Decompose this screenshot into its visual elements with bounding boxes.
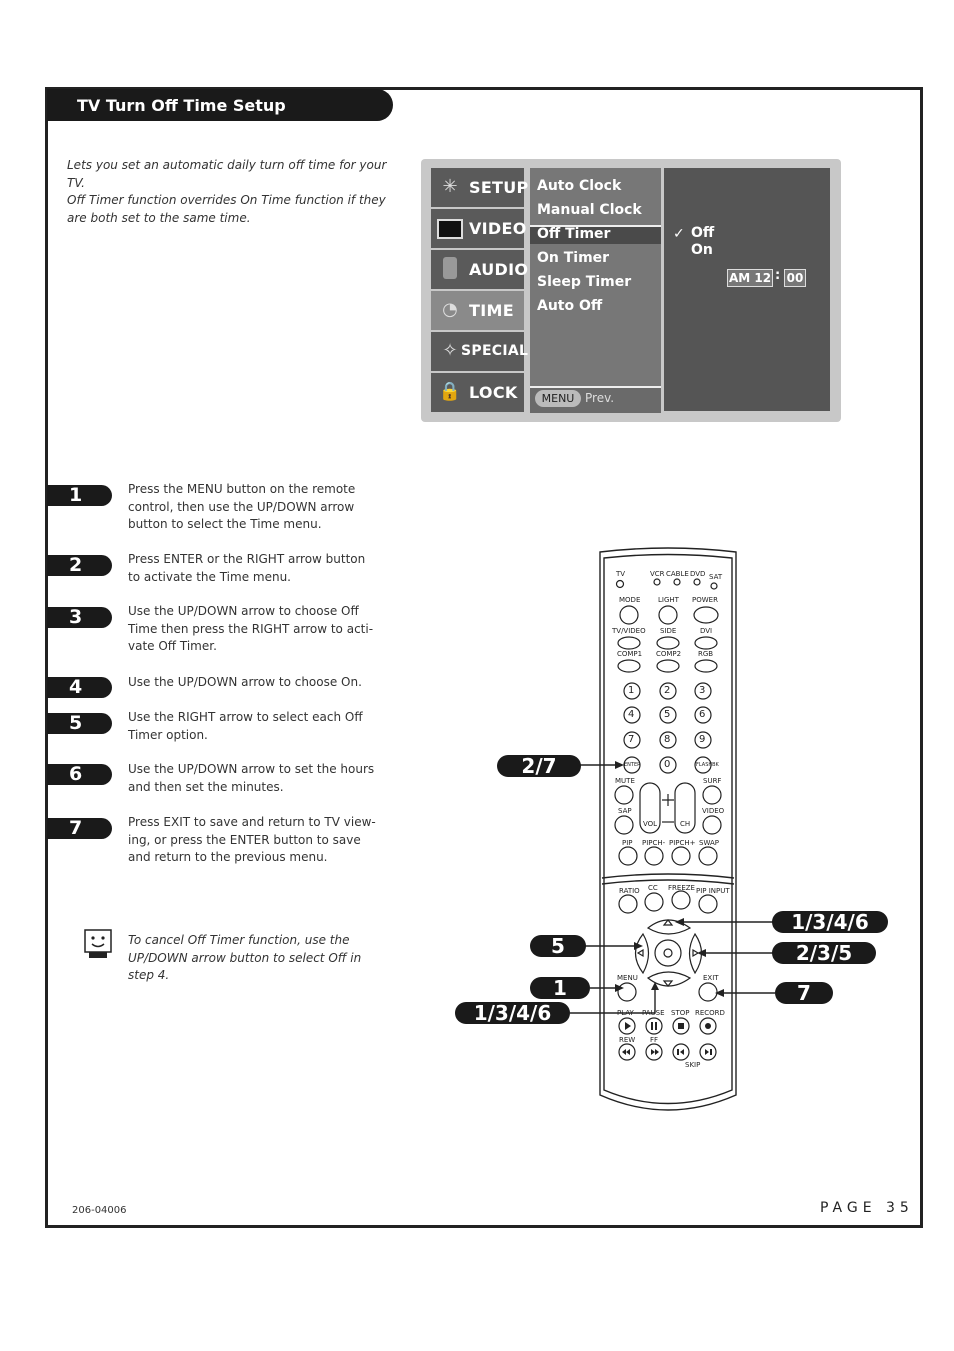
time-separator: : [775, 268, 781, 283]
remote-label: COMP2 [656, 650, 682, 658]
step-number-3: 3 [47, 607, 112, 628]
submenu-item-manual-clock: Manual Clock [537, 202, 642, 218]
step-text-6: Use the UP/DOWN arrow to set the hours and then set the minutes. [128, 762, 375, 794]
intro-paragraph-2: Off Timer function overrides On Time function if they are both set to the same time. [67, 193, 386, 225]
remote-label: REW [619, 1036, 636, 1044]
digit-0: 0 [664, 759, 671, 770]
callout-right: 2/3/5 [772, 942, 876, 964]
remote-label: EXIT [703, 974, 719, 982]
submenu-item-off-timer: Off Timer [537, 226, 611, 242]
digit-1: 1 [628, 685, 635, 696]
callout-left: 5 [530, 935, 586, 957]
submenu-item-auto-off: Auto Off [537, 298, 603, 314]
submenu-item-sleep-timer: Sleep Timer [537, 274, 632, 290]
digit-9: 9 [699, 734, 706, 745]
remote-label: SIDE [660, 627, 677, 635]
digit-6: 6 [699, 709, 706, 720]
category-label: LOCK [469, 383, 518, 402]
step-text-5: Use the RIGHT arrow to select each Off Timer option. [128, 710, 363, 742]
remote-label: FF [650, 1036, 659, 1044]
step-text-1: Press the MENU button on the remote control, then use the UP/DOWN arrow button to select the Time menu. [128, 482, 356, 531]
remote-label: PAUSE [642, 1009, 665, 1017]
option-off: Off [691, 225, 715, 241]
intro-paragraph-1: Lets you set an automatic daily turn off time for your TV. [67, 158, 387, 190]
callout-up: 1/3/4/6 [772, 911, 888, 933]
remote-label: VCR [650, 570, 665, 578]
digit-3: 3 [699, 685, 706, 696]
remote-label: DVD [690, 570, 706, 578]
option-on: On [691, 242, 713, 258]
remote-label: LIGHT [658, 596, 679, 604]
remote-label: STOP [671, 1009, 690, 1017]
step-text-4: Use the UP/DOWN arrow to choose On. [128, 675, 362, 689]
clock-icon: ◔ [442, 299, 458, 320]
submenu-item-on-timer: On Timer [537, 250, 610, 266]
callout-enter: 2/7 [497, 755, 581, 777]
remote-label: MUTE [615, 777, 635, 785]
step-number-7: 7 [47, 818, 112, 839]
remote-label-flashbk: FLASHBK [696, 762, 719, 768]
page-number: PAGE 35 [820, 1200, 914, 1216]
remote-label: CH [680, 820, 691, 828]
remote-label: PIPCH+ [669, 839, 696, 847]
remote-label: MODE [619, 596, 641, 604]
submenu-item-auto-clock: Auto Clock [537, 178, 622, 194]
remote-label: COMP1 [617, 650, 643, 658]
step-text-3: Use the UP/DOWN arrow to choose Off Time then press the RIGHT arrow to acti-vate Off Timer. [128, 604, 374, 653]
remote-label: SURF [703, 777, 722, 785]
digit-8: 8 [664, 734, 671, 745]
padlock-icon: 🔒 [438, 381, 462, 402]
category-label: TIME [469, 301, 514, 320]
remote-label: VOL [643, 820, 658, 828]
remote-label: SWAP [699, 839, 719, 847]
digit-2: 2 [664, 685, 671, 696]
remote-label: SAT [709, 573, 723, 581]
remote-label: TV/VIDEO [612, 627, 646, 635]
remote-label: SKIP [685, 1061, 701, 1069]
remote-label: VIDEO [702, 807, 725, 815]
step-text-7: Press EXIT to save and return to TV view-ing, or press the ENTER button to save and return to the previous menu. [128, 815, 376, 864]
step-number-6: 6 [47, 764, 112, 785]
remote-label: SAP [618, 807, 632, 815]
step-number-5: 5 [47, 713, 112, 734]
category-label: AUDIO [469, 260, 529, 279]
hour-field: AM 12 [728, 271, 772, 285]
remote-label-enter: ENTER [624, 762, 641, 768]
minute-field: 00 [784, 269, 806, 287]
callout-menu: 1 [530, 977, 590, 999]
callout-down: 1/3/4/6 [455, 1002, 570, 1024]
remote-label: PIP [622, 839, 633, 847]
remote-label: RECORD [695, 1009, 725, 1017]
menu-key-badge: MENU [535, 390, 581, 407]
remote-label: POWER [692, 596, 718, 604]
remote-label: PIPCH- [642, 839, 666, 847]
remote-label: FREEZE [668, 884, 695, 892]
step-text-2: Press ENTER or the RIGHT arrow button to activate the Time menu. [128, 552, 366, 584]
special-icon: ✧ [442, 340, 458, 361]
remote-label: CABLE [666, 570, 689, 578]
callout-exit: 7 [775, 982, 833, 1004]
section-title: TV Turn Off Time Setup [77, 96, 286, 115]
prev-hint: Prev. [585, 391, 615, 405]
remote-label: TV [616, 570, 626, 578]
remote-label: RATIO [619, 887, 640, 895]
step-number-2: 2 [47, 555, 112, 576]
remote-label: RGB [698, 650, 714, 658]
digit-7: 7 [628, 734, 635, 745]
remote-label: PIP INPUT [696, 887, 730, 895]
note-text: To cancel Off Timer function, use the UP/DOWN arrow button to select Off in step 4. [128, 933, 362, 982]
remote-label: PLAY [617, 1009, 634, 1017]
document-code: 206-04006 [72, 1205, 127, 1216]
category-label: VIDEO [469, 219, 527, 238]
remote-label: DVI [700, 627, 713, 635]
digit-4: 4 [628, 709, 635, 720]
step-number-4: 4 [47, 677, 112, 698]
remote-label: MENU [617, 974, 638, 982]
remote-label: CC [648, 884, 658, 892]
step-number-1: 1 [47, 485, 112, 506]
category-label: SPECIAL [461, 343, 529, 359]
satellite-icon: ✳ [442, 176, 458, 197]
category-label: SETUP [469, 178, 529, 197]
digit-5: 5 [664, 709, 671, 720]
checkmark-icon: ✓ [673, 226, 685, 242]
